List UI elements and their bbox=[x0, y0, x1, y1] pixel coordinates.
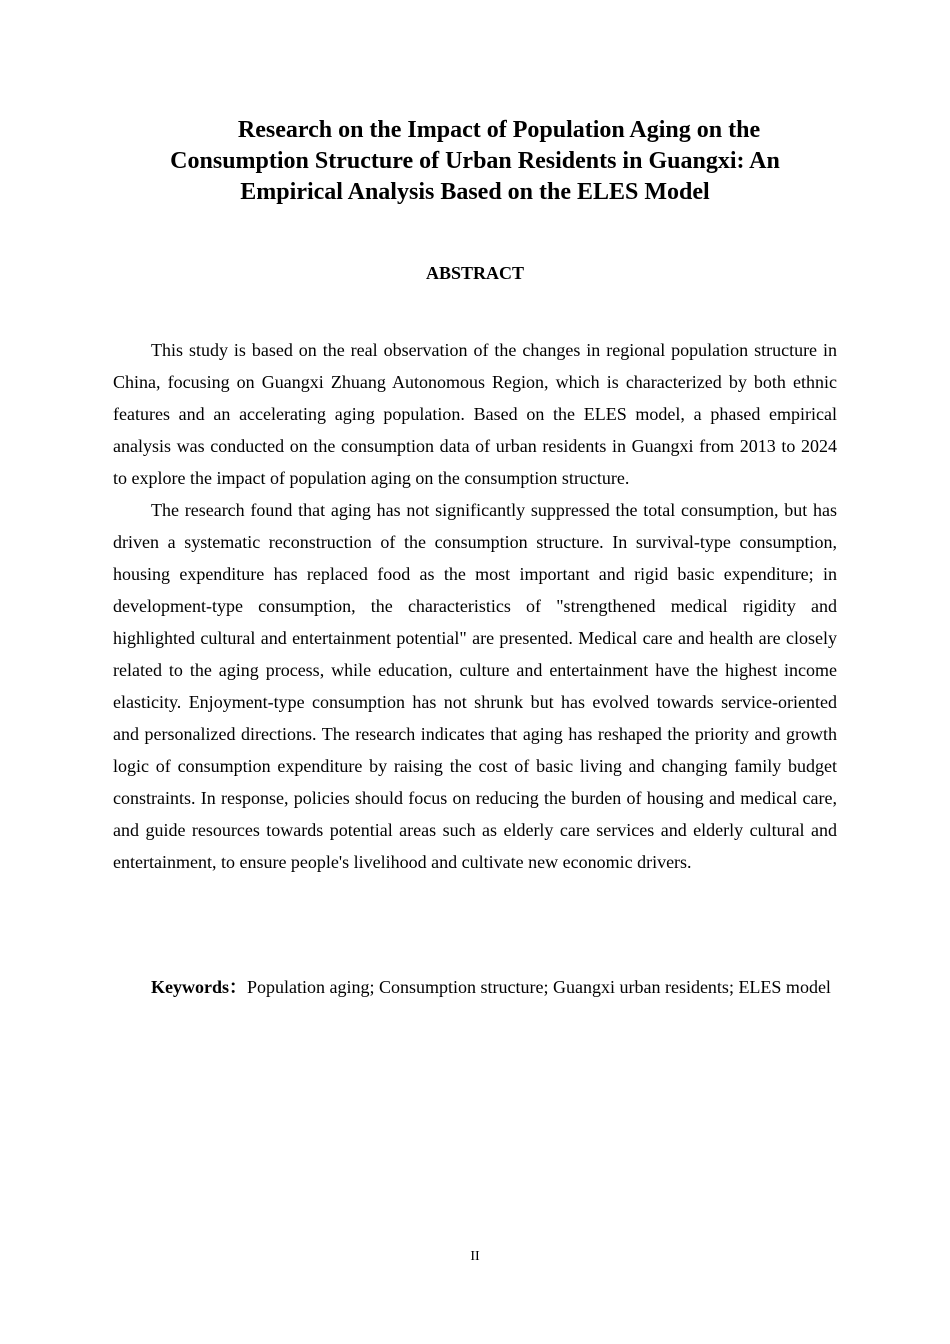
title-line-3: Empirical Analysis Based on the ELES Model bbox=[240, 179, 710, 205]
abstract-paragraph-1: This study is based on the real observation of the changes in regional population structure in China, focusing on Guangxi Zhuang Autonomous Region, which is characterized by both ethnic features and an accelerating aging population. Based on the ELES model, a phased empirical analysis was conducted on the consumption data of urban residents in Guangxi from 2013 to 2024 to explore the impact of population aging on the consumption structure. bbox=[113, 340, 837, 488]
page-number: II bbox=[470, 1249, 480, 1264]
keywords-label: Keywords： bbox=[151, 977, 247, 997]
abstract-heading: ABSTRACT bbox=[425, 263, 525, 283]
paper-title bbox=[113, 115, 837, 208]
abstract-body bbox=[113, 334, 837, 878]
title-line-1: Research on the Impact of Population Aging on the bbox=[237, 117, 761, 143]
title-line-2: Consumption Structure of Urban Residents in Guangxi: An bbox=[170, 148, 780, 174]
abstract-paragraph-2: The research found that aging has not significantly suppressed the total consumption, but has driven a systematic reconstruction of the consumption structure. In survival-type consumption, housing expenditure has replaced food as the most important and rigid basic expenditure; in development-type consumption, the characteristics of "strengthened medical rigidity and highlighted cultural and entertainment potential" are presented. Medical care and health are closely related to the aging process, while education, culture and entertainment have the highest income elasticity. Enjoyment-type consumption has not shrunk but has evolved towards service-oriented and personalized directions. The research indicates that aging has reshaped the priority and growth logic of consumption expenditure by raising the cost of basic living and changing family budget constraints. In response, policies should focus on reducing the burden of housing and medical care, and guide resources towards potential areas such as elderly care services and elderly cultural and entertainment, to ensure people's livelihood and cultivate new economic drivers. bbox=[113, 500, 837, 872]
keywords-line bbox=[113, 971, 837, 1003]
keywords-text: Population aging; Consumption structure; Guangxi urban residents; ELES model bbox=[247, 977, 831, 997]
